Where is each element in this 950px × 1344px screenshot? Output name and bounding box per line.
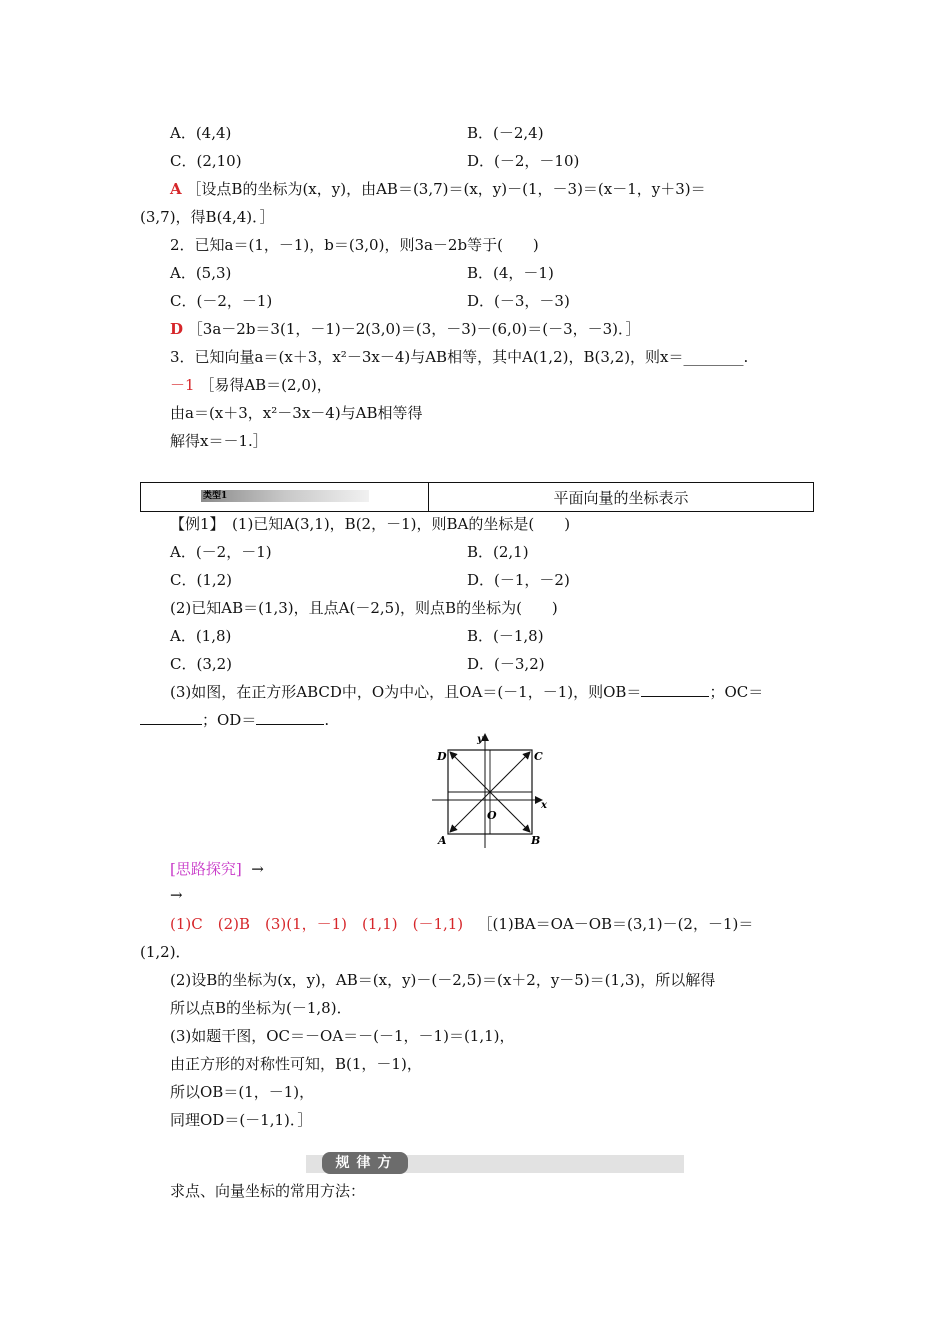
example1-part3-line2 <box>140 710 329 730</box>
q3-answer <box>170 375 332 395</box>
solution-text-1: ［(1)BA＝OA－OB＝(3,1)－(2，－1)＝ <box>477 915 754 933</box>
q1-answer-text: ［设点B的坐标为(x，y)，由AB＝(3,7)＝(x，y)－(1，－3)＝(x－1，y＋3)＝ <box>186 180 706 198</box>
example1-part3-text-c: ；OD＝ <box>202 711 257 729</box>
example1-part1-option-d: D．(－1，－2) <box>467 571 570 589</box>
q1-option-b: B．(－2,4) <box>467 124 544 142</box>
thinking-label: [思路探究] <box>170 860 242 878</box>
answer-blank-ob <box>641 682 709 697</box>
solution-line5: (3)如题干图，OC＝－OA＝－(－1，－1)＝(1,1)， <box>170 1027 515 1045</box>
vector-od <box>450 752 490 792</box>
solution-answers: (1)C (2)B (3)(1，－1) (1,1) (－1,1) <box>170 915 464 933</box>
q3-answer-line3: 解得x＝－1.］ <box>170 432 268 450</box>
answer-blank-oc <box>140 710 202 725</box>
solution-line8: 同理OD＝(－1,1)．］ <box>170 1111 313 1129</box>
rules-text: 求点、向量坐标的常用方法： <box>170 1182 366 1200</box>
type-box-title: 平面向量的坐标表示 <box>553 489 689 507</box>
label-x: x <box>541 800 547 811</box>
example1-part3-text-d: . <box>324 711 330 729</box>
solution-line7: 所以OB＝(1，－1)， <box>170 1083 315 1101</box>
q1-answer-cont: (3,7)，得B(4,4)．］ <box>140 208 275 226</box>
label-a: A <box>438 834 447 847</box>
type-tag-label: 类型1 <box>203 491 228 501</box>
q1-option-a: A．(4,4) <box>170 124 232 142</box>
q2-option-c: C．(－2，－1) <box>170 292 273 310</box>
q1-answer <box>170 179 706 199</box>
square-vector-figure <box>430 730 555 850</box>
example1-part2-option-a: A．(1,8) <box>170 627 232 645</box>
label-o: O <box>487 809 497 822</box>
vector-oa <box>450 792 490 832</box>
example1-part2-stem: (2)已知AB＝(1,3)，且点A(－2,5)，则点B的坐标为( ) <box>170 599 558 617</box>
thinking-line <box>170 859 264 879</box>
example1-part1-stem: 【例1】 (1)已知A(3,1)，B(2，－1)，则BA的坐标是( ) <box>170 515 571 533</box>
example1-part2-option-d: D．(－3,2) <box>467 655 545 673</box>
label-d: D <box>437 750 447 763</box>
answer-blank-od <box>256 710 324 725</box>
thinking-arrow-1: → <box>251 860 264 878</box>
q2-answer-text: ［3a－2b＝3(1，－1)－2(3,0)＝(3，－3)－(6,0)＝(－3，－3)．］ <box>187 320 641 338</box>
solution-line3: (2)设B的坐标为(x，y)，AB＝(x，y)－(－2,5)＝(x＋2，y－5)＝(1,3)，所以解得 <box>170 971 716 989</box>
label-b: B <box>531 834 541 847</box>
label-y: y <box>477 734 483 745</box>
solution-line4: 所以点B的坐标为(－1,8)． <box>170 999 352 1017</box>
q3-stem: 3．已知向量a＝(x＋3，x²－3x－4)与AB相等，其中A(1,2)，B(3,2)，则x＝________. <box>170 348 749 366</box>
rules-badge: 规律方法 <box>322 1152 408 1174</box>
example1-part2-option-b: B．(－1,8) <box>467 627 544 645</box>
q2-answer-letter: D <box>170 320 184 338</box>
q2-stem: 2．已知a＝(1，－1)，b＝(3,0)，则3a－2b等于( ) <box>170 236 539 254</box>
q2-option-a: A．(5,3) <box>170 264 232 282</box>
q2-option-b: B．(4，－1) <box>467 264 554 282</box>
example1-part2-option-c: C．(3,2) <box>170 655 233 673</box>
solution-line2: (1,2)． <box>140 943 191 961</box>
solution-line1 <box>170 914 753 934</box>
q3-answer-line2: 由a＝(x＋3，x²－3x－4)与AB相等得 <box>170 404 423 422</box>
rules-header-bar <box>306 1155 684 1193</box>
q3-answer-text: ［易得AB＝(2,0)， <box>199 376 332 394</box>
example1-part3-text-b: ；OC＝ <box>709 683 764 701</box>
q1-option-d: D．(－2，－10) <box>467 152 580 170</box>
q1-option-c: C．(2,10) <box>170 152 242 170</box>
q2-option-d: D．(－3，－3) <box>467 292 570 310</box>
q3-answer-value: －1 <box>170 376 195 394</box>
thinking-arrow-2: → <box>170 886 183 904</box>
example1-part1-option-a: A．(－2，－1) <box>170 543 272 561</box>
type-header-box <box>140 482 814 512</box>
solution-line6: 由正方形的对称性可知，B(1，－1)， <box>170 1055 422 1073</box>
q2-answer <box>170 319 641 339</box>
example1-part1-option-c: C．(1,2) <box>170 571 233 589</box>
label-c: C <box>534 750 543 763</box>
example1-part3-line1 <box>170 682 763 702</box>
vector-oc <box>490 752 530 792</box>
q1-answer-letter: A <box>170 180 182 198</box>
example1-part1-option-b: B．(2,1) <box>467 543 529 561</box>
type-tag <box>201 490 369 502</box>
example1-part3-text-a: (3)如图，在正方形ABCD中，O为中心，且OA＝(－1，－1)，则OB＝ <box>170 683 642 701</box>
